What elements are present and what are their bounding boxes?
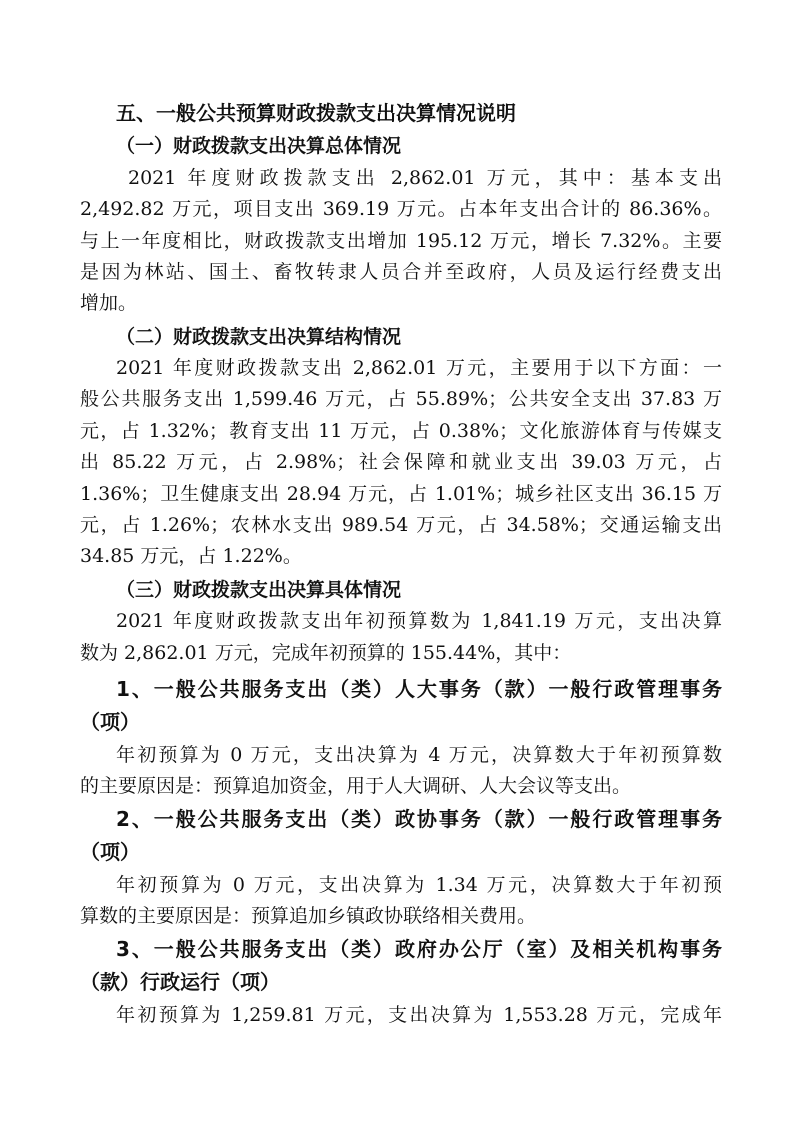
- section-title: 五、一般公共预算财政拨款支出决算情况说明: [116, 101, 516, 125]
- paragraph-line: 2021 年度财政拨款支出年初预算数为 1,841.19 万元，支出决算: [116, 610, 722, 632]
- paragraph-line: 数为 2,862.01 万元，完成年初预算的 155.44%，其中：: [80, 642, 572, 664]
- item-heading-3-cont: （款）行政运行（项）: [80, 970, 280, 994]
- subsection-heading-overall: （一）财政拨款支出决算总体情况: [116, 135, 402, 157]
- item-heading-3: 3、一般公共服务支出（类）政府办公厅（室）及相关机构事务: [116, 937, 722, 961]
- paragraph-line: 2021 年度财政拨款支出 2,862.01 万元，其中：基本支出: [128, 167, 722, 189]
- item-heading-1: 1、一般公共服务支出（类）人大事务（款）一般行政管理事务: [116, 677, 722, 701]
- item-heading-1-cont: （项）: [80, 710, 140, 734]
- paragraph-line: 增加。: [80, 292, 138, 314]
- paragraph-line: 算数的主要原因是：预算追加乡镇政协联络相关费用。: [80, 905, 537, 927]
- paragraph-line: 1.36%；卫生健康支出 28.94 万元，占 1.01%；城乡社区支出 36.15 万: [80, 483, 722, 505]
- paragraph-line: 34.85 万元，占 1.22%。: [80, 545, 302, 567]
- item-heading-2-cont: （项）: [80, 840, 140, 864]
- paragraph-line: 2,492.82 万元，项目支出 369.19 万元。占本年支出合计的 86.36%。: [80, 198, 722, 220]
- paragraph-line: 与上一年度相比，财政拨款支出增加 195.12 万元，增长 7.32%。主要: [80, 230, 722, 252]
- paragraph-line: 年初预算为 1,259.81 万元，支出决算为 1,553.28 万元，完成年: [116, 1004, 722, 1026]
- paragraph-line: 出 85.22 万元，占 2.98%；社会保障和就业支出 39.03 万元，占: [80, 451, 722, 473]
- paragraph-line: 是因为林站、国土、畜牧转隶人员合并至政府，人员及运行经费支出: [80, 261, 722, 283]
- paragraph-line: 年初预算为 0 万元，支出决算为 4 万元，决算数大于年初预算数: [116, 744, 722, 766]
- subsection-heading-structure: （二）财政拨款支出决算结构情况: [116, 326, 402, 348]
- item-heading-2: 2、一般公共服务支出（类）政协事务（款）一般行政管理事务: [116, 807, 722, 831]
- subsection-heading-detail: （三）财政拨款支出决算具体情况: [116, 579, 402, 601]
- paragraph-line: 般公共服务支出 1,599.46 万元，占 55.89%；公共安全支出 37.83 万: [80, 388, 722, 410]
- paragraph-line: 元，占 1.32%；教育支出 11 万元，占 0.38%；文化旅游体育与传媒支: [80, 420, 722, 442]
- paragraph-line: 2021 年度财政拨款支出 2,862.01 万元，主要用于以下方面：一: [116, 357, 722, 379]
- paragraph-line: 年初预算为 0 万元，支出决算为 1.34 万元，决算数大于年初预: [116, 874, 722, 896]
- paragraph-line: 的主要原因是：预算追加资金，用于人大调研、人大会议等支出。: [80, 775, 632, 797]
- paragraph-line: 元，占 1.26%；农林水支出 989.54 万元，占 34.58%；交通运输支出: [80, 514, 722, 536]
